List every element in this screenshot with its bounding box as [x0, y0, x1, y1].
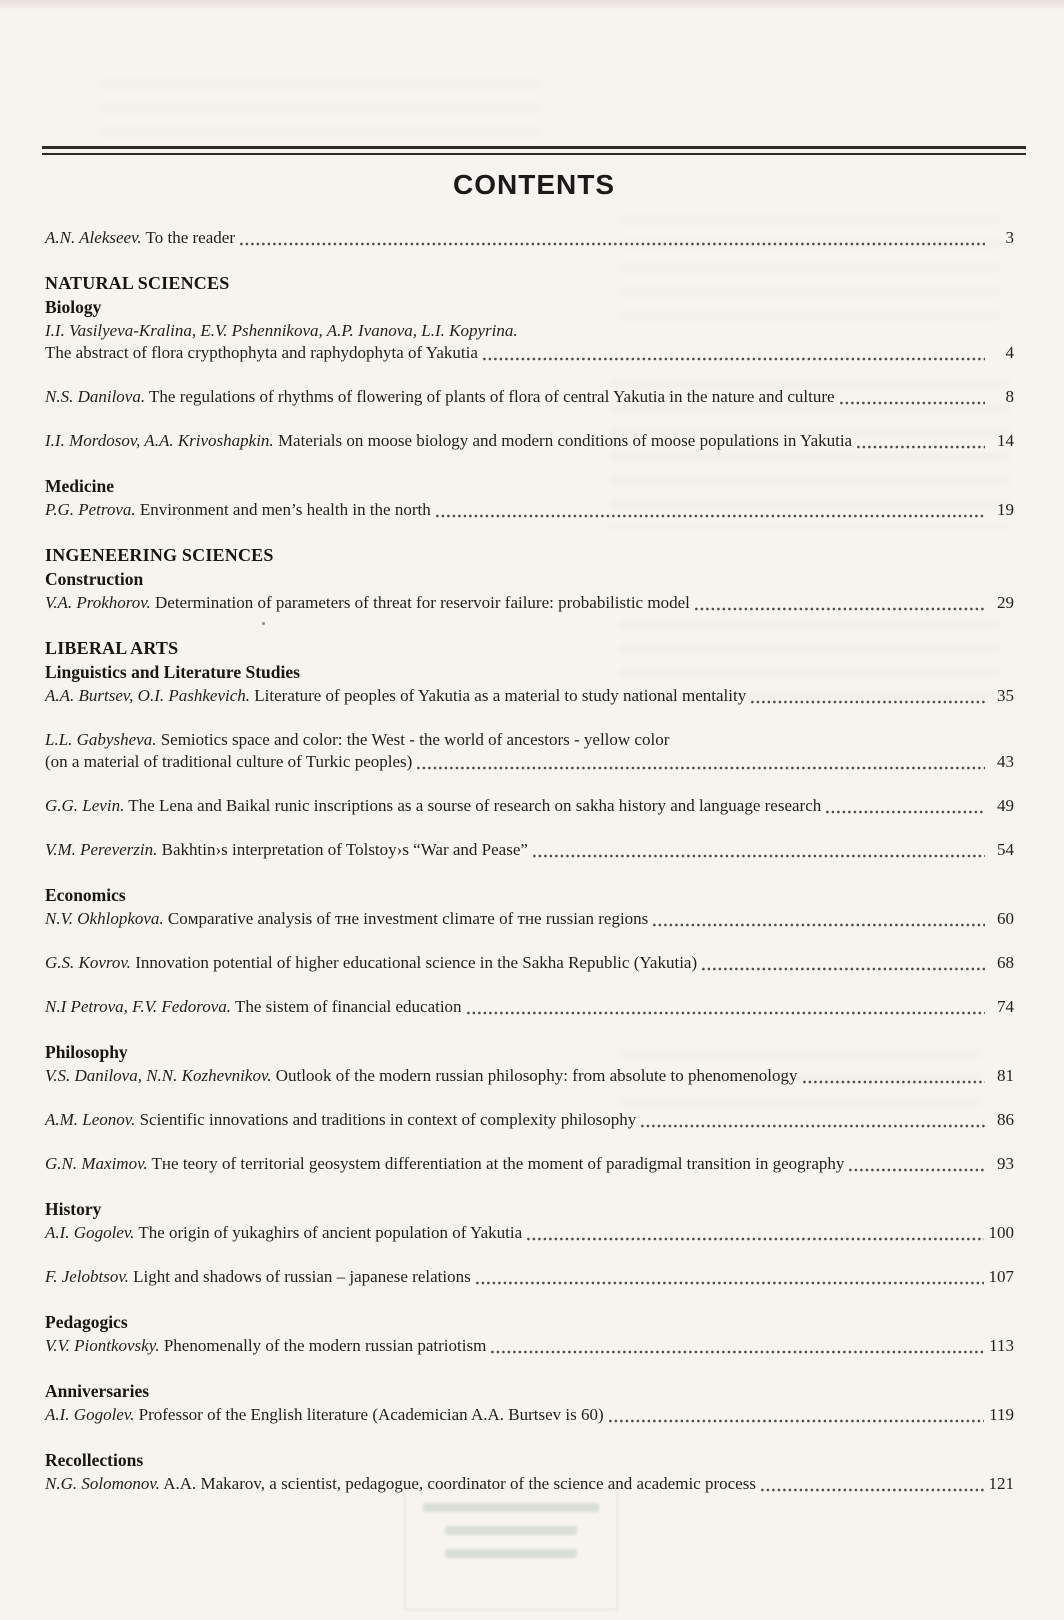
page-number: 29 — [997, 593, 1014, 612]
dotted-leader — [609, 1419, 984, 1423]
toc-entry-text — [45, 1335, 486, 1357]
toc-entry — [45, 908, 1014, 930]
toc-entry-line — [45, 499, 1014, 521]
section-heading: NATURAL SCIENCES — [45, 273, 230, 293]
entry-authors: F. Jelobtsov. — [45, 1267, 129, 1286]
dotted-leader — [695, 607, 985, 611]
entry-title: The regulations of rhythms of flowering of plants of flora of central Yakutia in the nature and culture — [145, 387, 835, 406]
toc-entry-line — [45, 386, 1014, 408]
toc-entry — [45, 1222, 1014, 1244]
toc-entry-text — [45, 1153, 844, 1175]
entry-title: Bakhtin›s interpretation of Tolstoy›s “War and Pease” — [157, 840, 528, 859]
subsection-heading: Philosophy — [45, 1042, 128, 1062]
dotted-leader — [491, 1350, 984, 1354]
entry-authors: A.I. Gogolev. — [45, 1405, 135, 1424]
toc-entry-text — [45, 1404, 604, 1426]
toc-entry-text — [45, 499, 431, 521]
entry-authors: G.G. Levin. — [45, 796, 125, 815]
page-number: 93 — [997, 1154, 1014, 1173]
dotted-leader — [483, 357, 985, 361]
dotted-leader — [826, 810, 985, 814]
toc-entry — [45, 430, 1014, 452]
entry-title: Materials on moose biology and modern conditions of moose populations in Yakutia — [273, 431, 853, 450]
entry-title: Semiotics space and color: the West - the world of ancestors - yellow color — [156, 730, 670, 749]
entry-title: Tнe teory of territorial geosystem differentiation at the moment of paradigmal transition in geography — [147, 1154, 845, 1173]
dotted-leader — [641, 1124, 985, 1128]
toc-entry — [45, 952, 1014, 974]
entry-title: The Lena and Baikal runic inscriptions as a sourse of research on sakha history and language research — [124, 796, 822, 815]
page-number: 3 — [1005, 228, 1014, 247]
toc-entry-line — [45, 1153, 1014, 1175]
toc-entry-line — [45, 1109, 1014, 1131]
subsection-heading: Pedagogics — [45, 1312, 128, 1332]
toc-entry-text — [45, 227, 235, 249]
toc-entry — [45, 729, 1014, 773]
dotted-leader — [533, 854, 985, 858]
entry-title: Outlook of the modern russian philosophy: from absolute to phenomenology — [271, 1066, 798, 1085]
toc-entry — [45, 685, 1014, 707]
dotted-leader — [849, 1168, 985, 1172]
entry-title: Light and shadows of russian – japanese relations — [128, 1267, 471, 1286]
entry-title: Literature of peoples of Yakutia as a material to study national mentality — [250, 686, 747, 705]
toc-entry-line — [45, 795, 1014, 817]
toc-entry — [45, 1266, 1014, 1288]
toc-entry-text — [45, 430, 852, 452]
page-number: 8 — [1005, 387, 1014, 406]
toc-entry — [45, 592, 1014, 614]
entry-authors: A.M. Leonov. — [45, 1110, 136, 1129]
entry-authors: A.A. Burtsev, O.I. Pashkevich. — [45, 686, 251, 705]
page-number: 49 — [997, 796, 1014, 815]
toc-entry-line — [45, 908, 1014, 930]
dotted-leader — [702, 967, 985, 971]
entry-title: To the reader — [141, 228, 235, 247]
toc-entry — [45, 1404, 1014, 1426]
page-number: 81 — [997, 1066, 1014, 1085]
toc-entry-line — [45, 1404, 1014, 1426]
page-title: CONTENTS — [453, 169, 615, 200]
toc-entry-line — [45, 592, 1014, 614]
toc-entry-line — [45, 839, 1014, 861]
subsection-heading: Linguistics and Literature Studies — [45, 662, 300, 682]
toc-entry-text — [45, 996, 462, 1018]
toc-entry-line — [45, 685, 1014, 707]
page-number: 14 — [997, 431, 1014, 450]
toc-entry — [45, 996, 1014, 1018]
toc-entry-text — [45, 342, 478, 364]
toc-entry — [45, 1065, 1014, 1087]
dotted-leader — [803, 1080, 986, 1084]
page-number: 19 — [997, 500, 1014, 519]
dotted-leader — [467, 1011, 985, 1015]
entry-title: Coмparative analysis of тнe investment climaтe of тнe russian regions — [163, 909, 649, 928]
section-heading: LIBERAL ARTS — [45, 638, 179, 658]
page-number: 60 — [997, 909, 1014, 928]
page-number: 86 — [997, 1110, 1014, 1129]
subsection-heading: History — [45, 1199, 102, 1219]
toc-entry-text — [45, 1266, 471, 1288]
toc-entry-text — [45, 592, 690, 614]
toc-entry — [45, 499, 1014, 521]
toc-entry — [45, 1153, 1014, 1175]
toc-entry — [45, 839, 1014, 861]
toc-entry-text — [45, 729, 669, 751]
page-number: 113 — [989, 1336, 1014, 1355]
dotted-leader — [240, 242, 985, 246]
entry-authors: A.I. Gogolev. — [45, 1223, 135, 1242]
dotted-leader — [527, 1237, 983, 1241]
toc-entry-line — [45, 1266, 1014, 1288]
toc-entry — [45, 227, 1014, 249]
toc-entry-line — [45, 342, 1014, 364]
toc-entry — [45, 1109, 1014, 1131]
toc-entry-line — [45, 729, 1014, 751]
entry-authors: N.I Petrova, F.V. Fedorova. — [45, 997, 232, 1016]
entry-title: Professor of the English literature (Academician A.A. Burtsev is 60) — [134, 1405, 604, 1424]
toc-entry — [45, 386, 1014, 408]
toc-entry-line — [45, 1222, 1014, 1244]
entry-authors: G.S. Kovrov. — [45, 953, 131, 972]
entry-title: Innovation potential of higher educational science in the Sakha Republic (Yakutia) — [130, 953, 698, 972]
entry-authors: V.M. Pereverzin. — [45, 840, 158, 859]
toc-entry-text — [45, 386, 835, 408]
section-heading: INGENEERING SCIENCES — [45, 545, 274, 565]
subsection-heading: Economics — [45, 885, 126, 905]
page-number: 54 — [997, 840, 1014, 859]
entry-title: Determination of parameters of threat for reservoir failure: probabilistic model — [150, 593, 690, 612]
page-number: 35 — [997, 686, 1014, 705]
subsection-heading: Medicine — [45, 476, 115, 496]
toc-entry-line — [45, 1335, 1014, 1357]
entry-authors: L.L. Gabysheva. — [45, 730, 157, 749]
entry-authors: V.A. Prokhorov. — [45, 593, 151, 612]
toc-entry — [45, 1335, 1014, 1357]
page-number: 121 — [988, 1474, 1014, 1493]
toc-entry — [45, 1473, 1014, 1495]
dotted-leader — [436, 514, 985, 518]
dotted-leader — [653, 923, 985, 927]
toc-entry-text — [45, 908, 648, 930]
toc-entry-line — [45, 1065, 1014, 1087]
toc-entry-line — [45, 227, 1014, 249]
page-number: 74 — [997, 997, 1014, 1016]
entry-authors: I.I. Mordosov, A.A. Krivoshapkin. — [45, 431, 274, 450]
double-rule — [42, 146, 1026, 155]
toc-entry-text — [45, 1065, 798, 1087]
subsection-heading: Construction — [45, 569, 144, 589]
toc-entry-text — [45, 751, 412, 773]
page-number: 100 — [988, 1223, 1014, 1242]
toc-list — [45, 227, 1014, 1495]
entry-authors: V.V. Piontkovsky. — [45, 1336, 160, 1355]
toc-entry-line — [45, 320, 1014, 342]
dotted-leader — [840, 401, 985, 405]
toc-entry-line — [45, 996, 1014, 1018]
toc-entry-text — [45, 839, 528, 861]
toc-entry-line — [45, 430, 1014, 452]
dotted-leader — [857, 445, 985, 449]
entry-title: A.A. Makarov, a scientist, pedagogue, coordinator of the science and academic process — [159, 1474, 756, 1493]
entry-title: The sistem of financial education — [231, 997, 462, 1016]
toc-entry-text — [45, 1222, 522, 1244]
dotted-leader — [761, 1488, 984, 1492]
page-number: 119 — [989, 1405, 1014, 1424]
toc-entry-line — [45, 1473, 1014, 1495]
entry-title: Phenomenally of the modern russian patriotism — [159, 1336, 487, 1355]
subsection-heading: Anniversaries — [45, 1381, 150, 1401]
toc-entry-text — [45, 320, 518, 342]
toc-entry-text — [45, 685, 746, 707]
toc-entry — [45, 795, 1014, 817]
entry-title: Environment and men’s health in the north — [135, 500, 431, 519]
entry-title: The origin of yukaghirs of ancient population of Yakutia — [134, 1223, 523, 1242]
entry-authors: G.N. Maximov. — [45, 1154, 148, 1173]
page-number: 68 — [997, 953, 1014, 972]
toc-entry-line — [45, 751, 1014, 773]
entry-title: Scientific innovations and traditions in context of complexity philosophy — [135, 1110, 637, 1129]
toc-entry-text — [45, 952, 697, 974]
subsection-heading: Biology — [45, 297, 102, 317]
entry-authors: N.S. Danilova. — [45, 387, 146, 406]
entry-authors: N.G. Solomonov. — [45, 1474, 160, 1493]
subsection-heading: Recollections — [45, 1450, 144, 1470]
entry-authors: P.G. Petrova. — [45, 500, 136, 519]
entry-authors: I.I. Vasilyeva-Kralina, E.V. Pshennikova, A.P. Ivanova, L.I. Kopyrina. — [45, 321, 518, 340]
toc-entry — [45, 320, 1014, 364]
page-number: 43 — [997, 752, 1014, 771]
entry-authors: V.S. Danilova, N.N. Kozhevnikov. — [45, 1066, 272, 1085]
toc-entry-line — [45, 952, 1014, 974]
toc-entry-text — [45, 1109, 636, 1131]
dotted-leader — [476, 1281, 984, 1285]
dotted-leader — [417, 766, 985, 770]
dotted-leader — [751, 700, 985, 704]
toc-entry-text — [45, 795, 821, 817]
toc-entry-text — [45, 1473, 756, 1495]
entry-title: The abstract of flora crypthophyta and raphydophyta of Yakutia — [45, 343, 478, 362]
page-number: 107 — [988, 1267, 1014, 1286]
entry-authors: A.N. Alekseev. — [45, 228, 142, 247]
page-number: 4 — [1005, 343, 1014, 362]
entry-title: (on a material of traditional culture of Turkic peoples) — [45, 752, 413, 771]
entry-authors: N.V. Okhlopkova. — [45, 909, 164, 928]
